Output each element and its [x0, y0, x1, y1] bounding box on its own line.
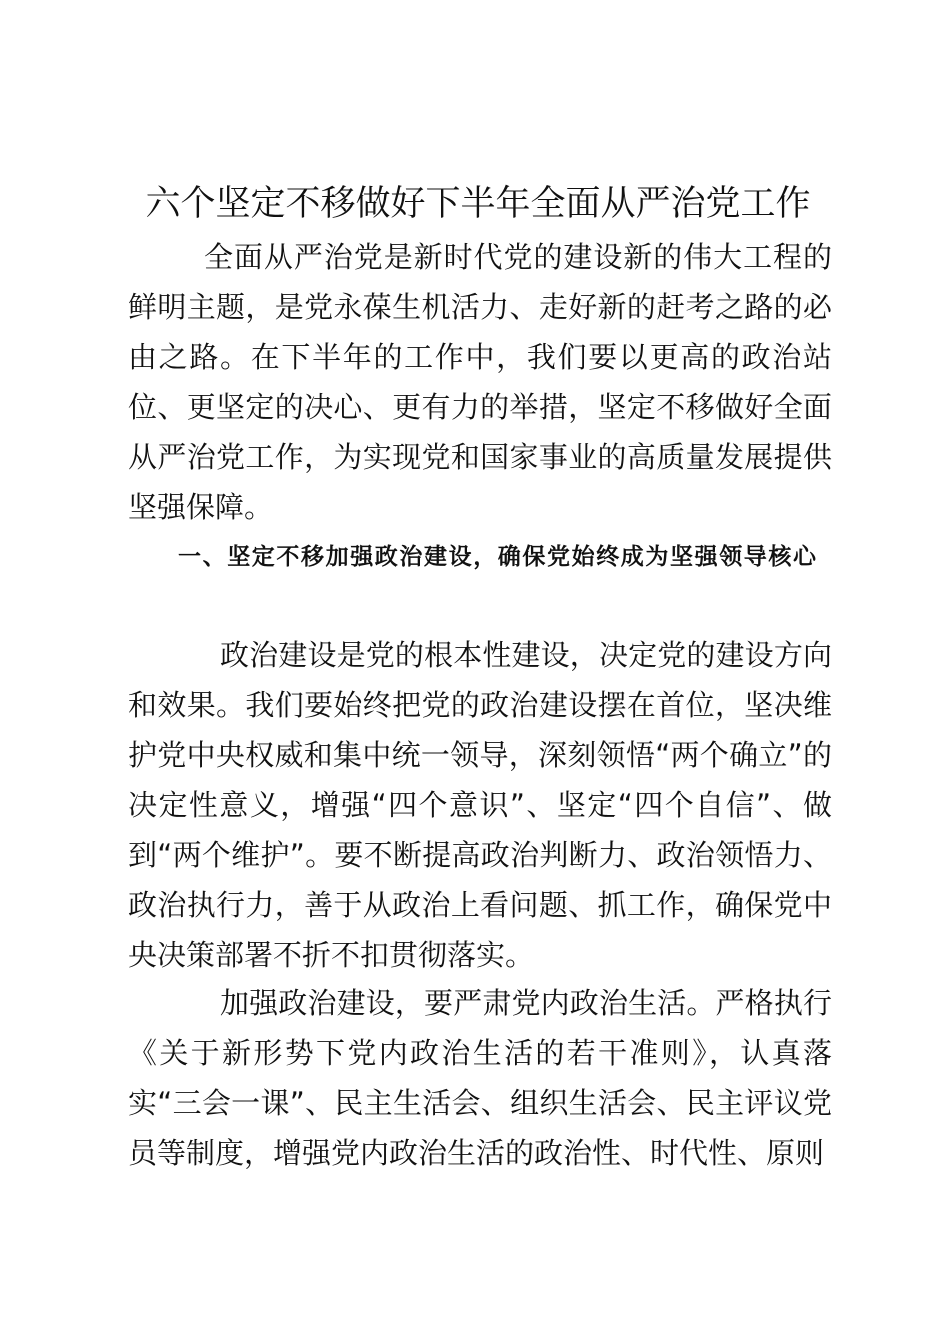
intro-paragraph: 全面从严治党是新时代党的建设新的伟大工程的鲜明主题，是党永葆生机活力、走好新的赶考之路的必由之路。在下半年的工作中，我们要以更高的政治站位、更坚定的决心、更有力的举措，坚定不移做好全面从严治党工作，为实现党和国家事业的高质量发展提供坚强保障。 — [128, 240, 832, 524]
body-paragraph: 政治建设是党的根本性建设，决定党的建设方向和效果。我们要始终把党的政治建设摆在首位，坚决维护党中央权威和集中统一领导，深刻领悟“两个确立”的决定性意义，增强“四个意识”、坚定“四个自信”、做到“两个维护”。要不断提高政治判断力、政治领悟力、政治执行力，善于从政治上看问题、抓工作，确保党中央决策部署不折不扣贯彻落实。 — [128, 638, 832, 972]
body-paragraph: 加强政治建设，要严肃党内政治生活。严格执行《关于新形势下党内政治生活的若干准则》，认真落实“三会一课”、民主生活会、组织生活会、民主评议党员等制度，增强党内政治生活的政治性、时代性、原则 — [128, 986, 832, 1170]
section-heading: 一、坚定不移加强政治建设，确保党始终成为坚强领导核心 — [178, 544, 818, 570]
document-title: 六个坚定不移做好下半年全面从严治党工作 — [145, 184, 811, 224]
